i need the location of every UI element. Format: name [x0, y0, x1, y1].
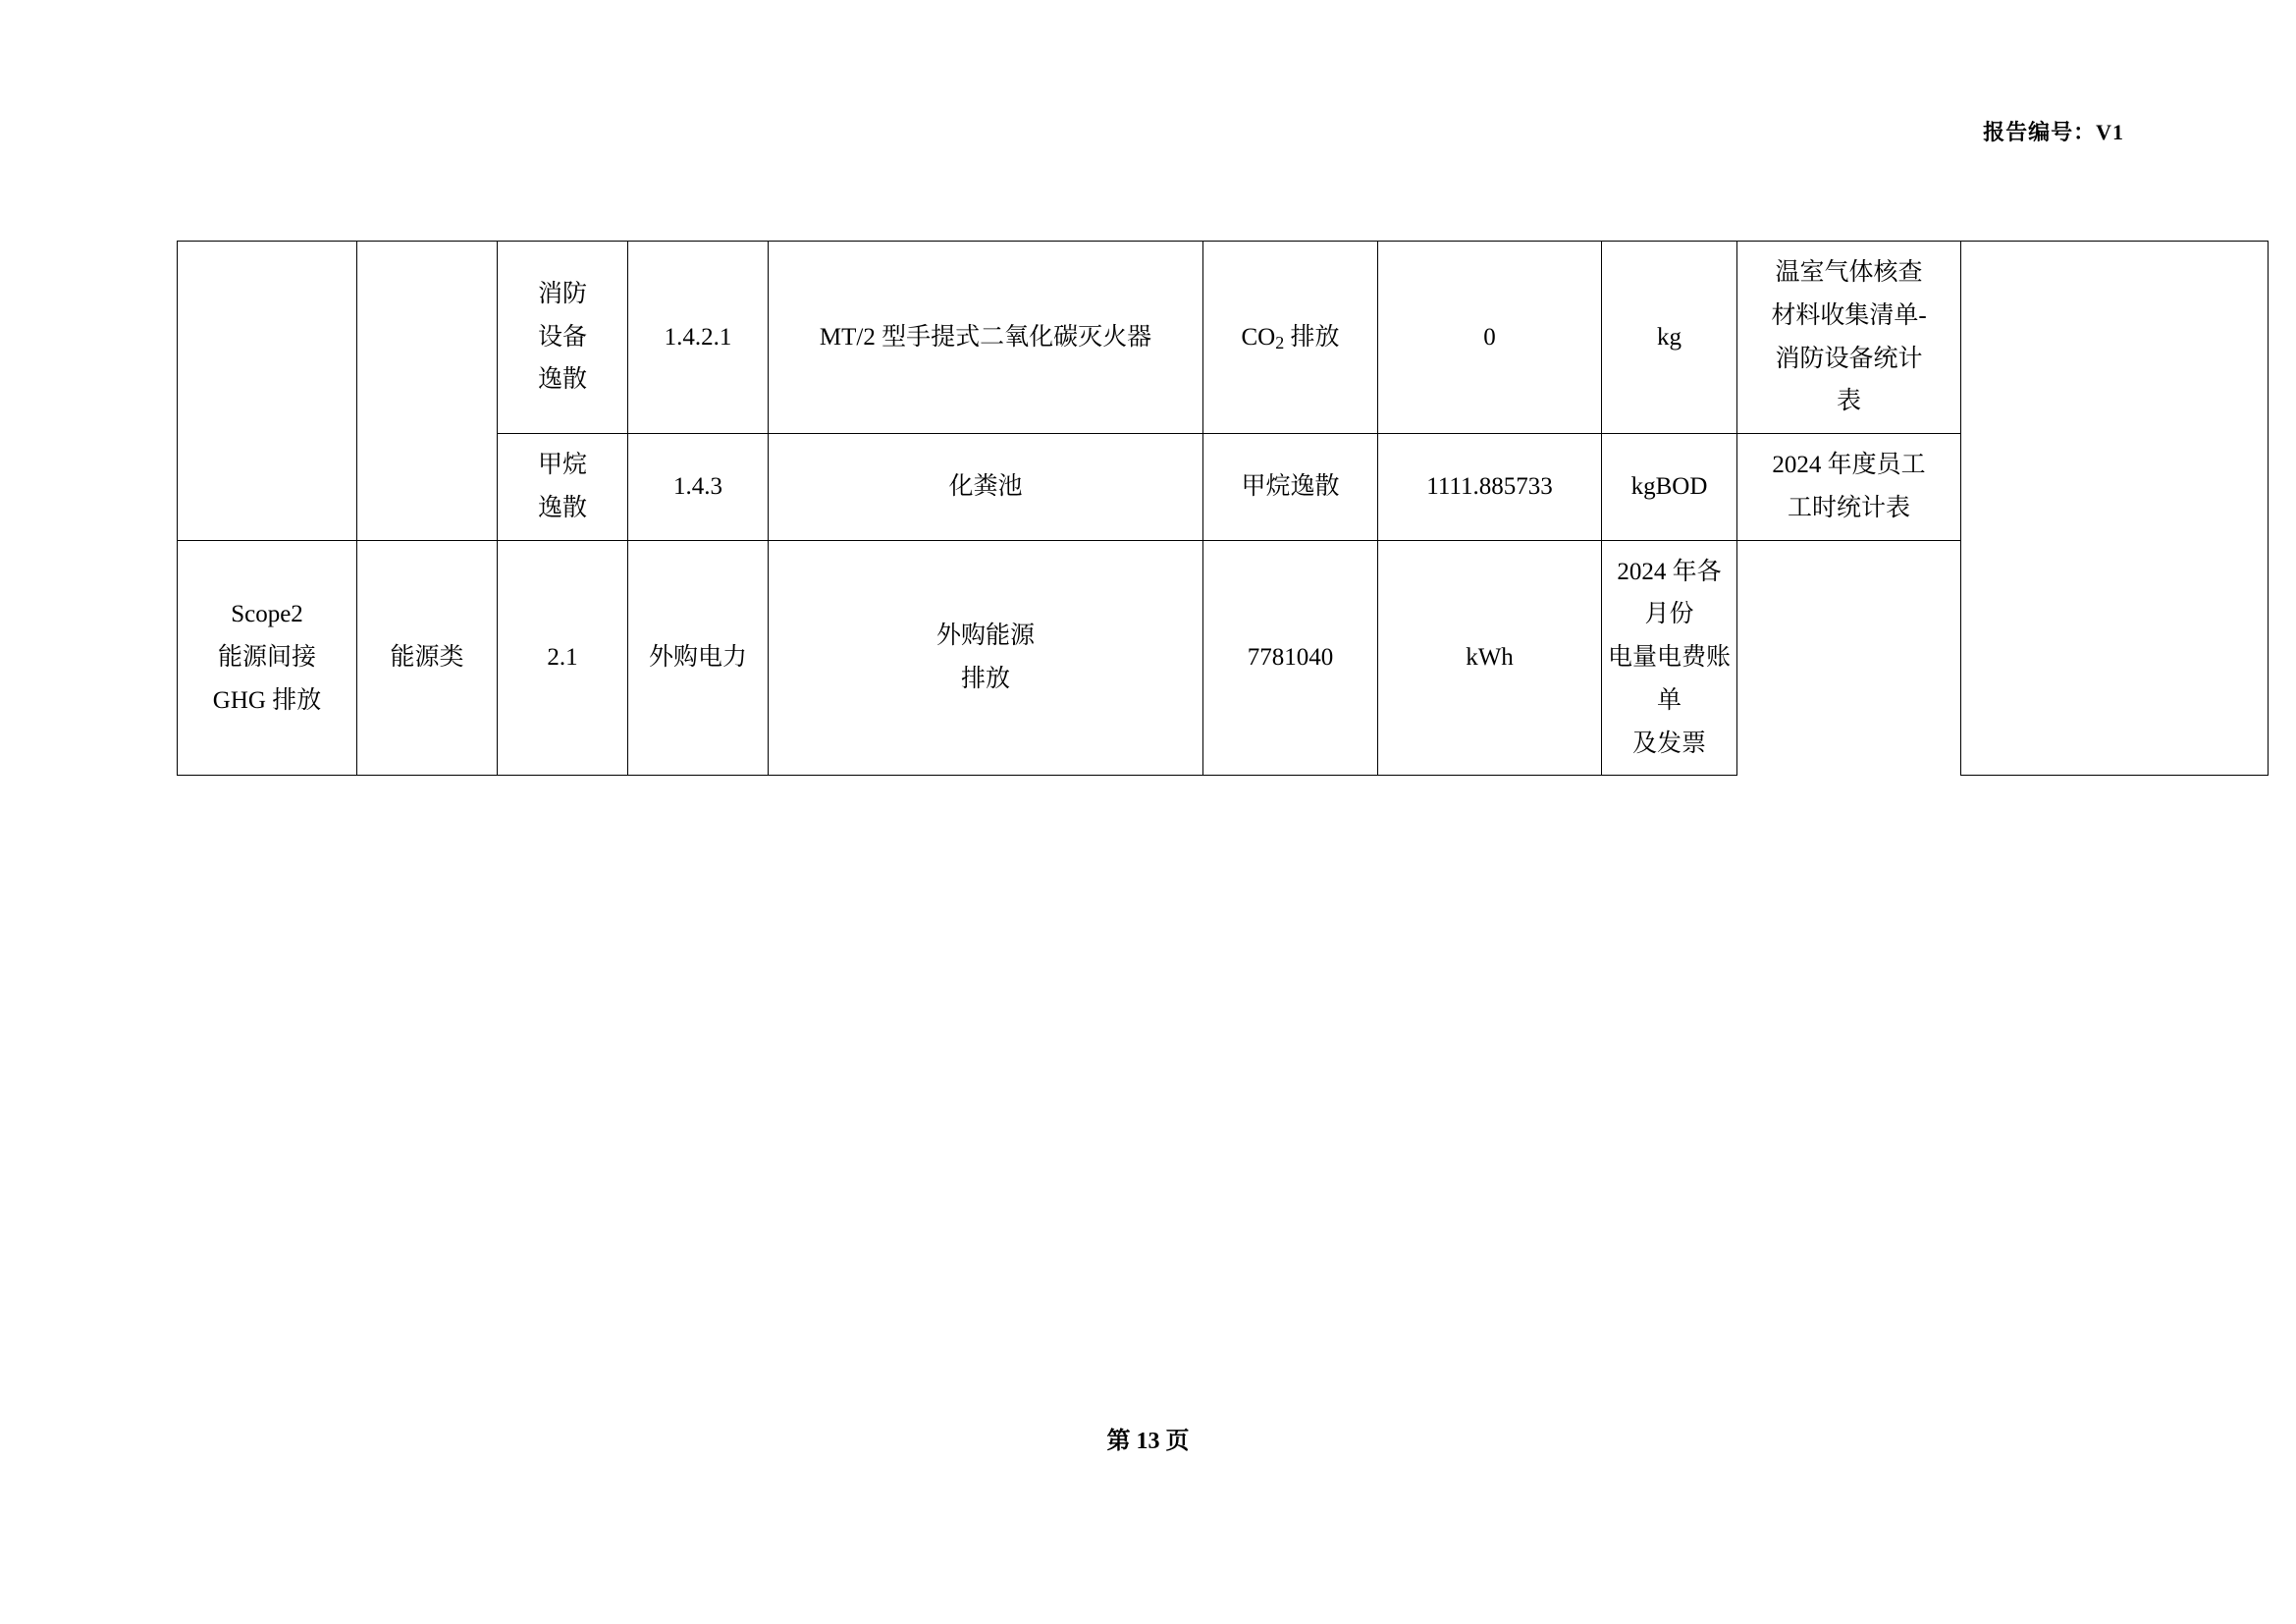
evidence-line-2: 工时统计表 — [1787, 494, 1910, 521]
scope-line-2: 能源间接 — [217, 644, 316, 671]
subcategory-line-1: 消防 — [537, 280, 587, 307]
subcategory-line-2: 设备 — [537, 323, 587, 351]
table-row — [178, 540, 2269, 776]
cell-category-empty — [357, 242, 498, 541]
report-number-header: 报告编号：V1 — [1983, 120, 2124, 144]
cell-code: 1.4.2.1 — [628, 242, 769, 434]
cell-remarks-empty — [1961, 242, 2269, 776]
cell-value: 0 — [1378, 242, 1602, 434]
evidence-line-3: 消防设备统计 — [1775, 345, 1923, 372]
cell-code: 2.1 — [498, 540, 628, 776]
cell-emission-type — [1203, 242, 1378, 434]
cell-evidence — [1602, 540, 1737, 776]
evidence-line-2: 电量电费账单 — [1608, 644, 1732, 714]
cell-unit: kg — [1602, 242, 1737, 434]
evidence-line-1: 温室气体核查 — [1775, 259, 1923, 286]
cell-emission-type: 甲烷逸散 — [1203, 434, 1378, 541]
cell-category: 能源类 — [357, 540, 498, 776]
cell-subcategory — [498, 242, 628, 434]
cell-scope-empty — [178, 242, 357, 541]
table-row — [178, 242, 2269, 434]
scope-line-3: GHG 排放 — [212, 686, 322, 714]
subcategory-line-3: 逸散 — [537, 366, 587, 394]
cell-evidence — [1737, 242, 1961, 434]
cell-value: 1111.885733 — [1378, 434, 1602, 541]
cell-source: 化粪池 — [769, 434, 1203, 541]
emission-type-prefix: CO — [1241, 323, 1276, 351]
cell-code: 1.4.3 — [628, 434, 769, 541]
emissions-table-container — [177, 241, 2140, 776]
cell-evidence — [1737, 434, 1961, 541]
emission-type-suffix: 排放 — [1284, 323, 1340, 351]
cell-emission-type — [769, 540, 1203, 776]
cell-subcategory — [498, 434, 628, 541]
evidence-line-1: 2024 年度员工 — [1772, 452, 1926, 478]
emission-type-line-1: 外购能源 — [935, 623, 1035, 650]
emission-type-line-2: 排放 — [960, 665, 1010, 692]
subcategory-line-1: 甲烷 — [537, 452, 587, 478]
cell-value: 7781040 — [1203, 540, 1378, 776]
cell-source: MT/2 型手提式二氧化碳灭火器 — [769, 242, 1203, 434]
emissions-table — [177, 241, 2269, 776]
scope-line-1: Scope2 — [231, 601, 303, 628]
subcategory-line-2: 逸散 — [537, 494, 587, 521]
evidence-line-4: 表 — [1836, 388, 1861, 415]
cell-unit: kWh — [1378, 540, 1602, 776]
evidence-line-1: 2024 年各月份 — [1617, 558, 1722, 628]
evidence-line-2: 材料收集清单- — [1771, 301, 1927, 329]
evidence-line-3: 及发票 — [1631, 730, 1706, 757]
cell-scope — [178, 540, 357, 776]
emission-type-subscript: 2 — [1275, 332, 1285, 352]
page-number-footer: 第 13 页 — [1106, 1429, 1190, 1454]
cell-source: 外购电力 — [628, 540, 769, 776]
cell-unit: kgBOD — [1602, 434, 1737, 541]
